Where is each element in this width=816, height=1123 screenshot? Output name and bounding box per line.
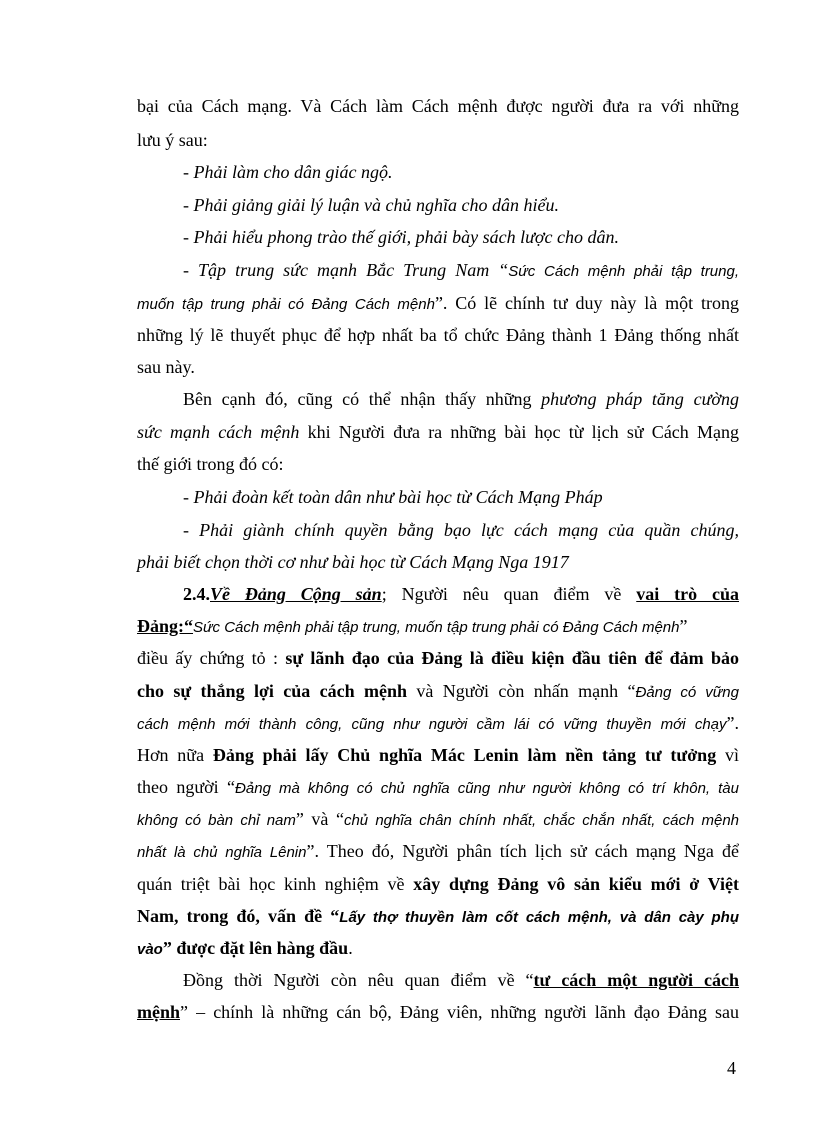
text-line: Bên cạnh đó, cũng có thể nhận thấy những phương pháp tăng cường [183, 389, 739, 409]
text-line: Đồng thời Người còn nêu quan điểm về “tư cách một người cách [183, 970, 739, 990]
text-line: thế giới trong đó có: [137, 454, 284, 474]
text-line: bại của Cách mạng. Và Cách làm Cách mệnh được người đưa ra với những [137, 96, 739, 116]
text-line: mệnh” – chính là những cán bộ, Đảng viên, những người lãnh đạo Đảng sau [137, 1002, 739, 1022]
list-item: - Phải giảng giải lý luận và chủ nghĩa cho dân hiểu. [183, 195, 559, 215]
list-item: - Phải làm cho dân giác ngộ. [183, 162, 393, 182]
text-line: không có bàn chỉ nam” và “chủ nghĩa chân chính nhất, chắc chắn nhất, cách mệnh [137, 809, 740, 829]
text-line: Đảng:“Sức Cách mệnh phải tập trung, muốn tập trung phải có Đảng Cách mệnh” [137, 616, 688, 636]
text-line: nhất là chủ nghĩa Lênin”. Theo đó, Người phân tích lịch sử cách mạng Nga để [137, 841, 739, 861]
list-item: - Phải hiểu phong trào thế giới, phải bày sách lược cho dân. [183, 227, 619, 247]
list-item: - Phải đoàn kết toàn dân như bài học từ Cách Mạng Pháp [183, 487, 603, 507]
text-line: sức mạnh cách mệnh khi Người đưa ra những bài học từ lịch sử Cách Mạng [137, 422, 739, 442]
page-number: 4 [727, 1058, 736, 1078]
section-heading-line: 2.4.Về Đảng Cộng sản; Người nêu quan điểm về vai trò của [183, 584, 740, 604]
text-line: cách mệnh mới thành công, cũng như người cầm lái có vững thuyền mới chạy”. [137, 713, 739, 733]
list-item: - Phải giành chính quyền bằng bạo lực cách mạng của quần chúng, [183, 520, 739, 540]
text-line: lưu ý sau: [137, 130, 208, 150]
text-line: cho sự thắng lợi của cách mệnh và Người còn nhấn mạnh “Đảng có vững [137, 681, 739, 701]
text-line: những lý lẽ thuyết phục để hợp nhất ba tổ chức Đảng thành 1 Đảng thống nhất [137, 325, 739, 345]
text-line: sau này. [137, 357, 195, 377]
text-line: điều ấy chứng tỏ : sự lãnh đạo của Đảng là điều kiện đầu tiên để đảm bảo [137, 648, 740, 668]
text-line: phải biết chọn thời cơ như bài học từ Cách Mạng Nga 1917 [137, 552, 569, 572]
text-line: vào” được đặt lên hàng đầu. [137, 938, 353, 958]
text-line: quán triệt bài học kinh nghiệm về xây dựng Đảng vô sản kiểu mới ở Việt [137, 874, 739, 894]
list-item: - Tập trung sức mạnh Bắc Trung Nam “Sức Cách mệnh phải tập trung, [183, 260, 740, 280]
text-line: muốn tập trung phải có Đảng Cách mệnh”. Có lẽ chính tư duy này là một trong [137, 293, 739, 313]
text-line: theo người “Đảng mà không có chủ nghĩa cũng như người không có trí khôn, tàu [137, 777, 739, 797]
text-line: Nam, trong đó, vấn đề “Lấy thợ thuyền làm cốt cách mệnh, và dân cày phụ [137, 906, 739, 926]
text-line: Hơn nữa Đảng phải lấy Chủ nghĩa Mác Lenin làm nền tảng tư tưởng vì [137, 745, 739, 765]
